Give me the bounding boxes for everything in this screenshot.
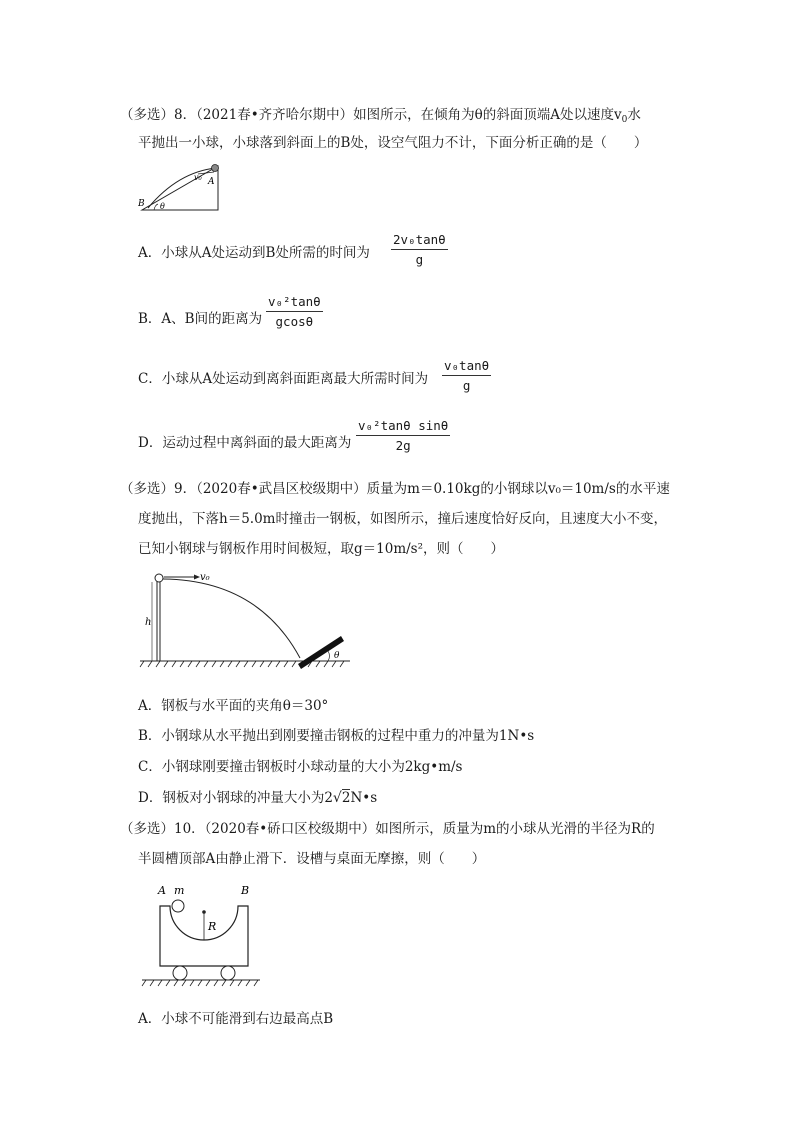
- q8-option-b[interactable]: B．A、B间的距离为: [138, 311, 263, 327]
- q8-label-B: B: [138, 199, 145, 209]
- q8-option-c[interactable]: C．小球从A处运动到离斜面距离最大所需时间为: [138, 371, 429, 387]
- q10-label-m: m: [174, 884, 185, 897]
- q9-stem-line1: （多选）9．（2020春•武昌区校级期中）质量为m＝0.10kg的小钢球以v₀＝10m/s的水平速: [120, 481, 670, 497]
- q8-option-d-fraction: $\frac{\text{v₀²tanθ sinθ}}{2g}$: [358, 418, 449, 453]
- q9-stem-line3: 已知小钢球与钢板作用时间极短，取g＝10m/s²，则（ ）: [138, 541, 505, 557]
- q8-stem-line2: 平抛出一小球，小球落到斜面上的B处，设空气阻力不计，下面分析正确的是（ ）: [138, 135, 648, 151]
- q9-label-theta: θ: [334, 651, 340, 661]
- q8-label-v0: v₀: [194, 173, 202, 182]
- q9-option-a[interactable]: A．钢板与水平面的夹角θ＝30°: [138, 698, 329, 714]
- q9-option-d[interactable]: D．钢板对小钢球的冲量大小为2√2N•s: [138, 790, 378, 806]
- q8-option-a[interactable]: A．小球从A处运动到B处所需的时间为: [138, 245, 370, 261]
- q9-label-h: h: [145, 617, 152, 628]
- q9-label-v0: v₀: [200, 572, 210, 583]
- q10-stem-line1: （多选）10．（2020春•硚口区校级期中）如图所示，质量为m的小球从光滑的半径为R的: [120, 821, 655, 837]
- q9-option-b[interactable]: B．小钢球从水平抛出到刚要撞击钢板的过程中重力的冲量为1N•s: [138, 728, 535, 744]
- q10-semicircle-trough-figure: [138, 880, 263, 990]
- q8-incline-figure: [138, 162, 223, 214]
- q8-option-c-fraction: $\frac{\text{v₀tanθ}}{g}$: [444, 358, 490, 393]
- q9-stem-line2: 度抛出，下落h＝5.0m时撞击一钢板，如图所示，撞后速度恰好反向，且速度大小不变，: [138, 511, 667, 527]
- q8-label-theta: θ: [160, 202, 165, 211]
- q10-stem-line2: 半圆槽顶部A由静止滑下．设槽与桌面无摩擦，则（ ）: [138, 851, 486, 867]
- q9-option-c[interactable]: C．小钢球刚要撞击钢板时小球动量的大小为2kg•m/s: [138, 759, 463, 775]
- q8-option-d[interactable]: D．运动过程中离斜面的最大距离为: [138, 435, 352, 451]
- q8-option-a-fraction: $\frac{\text{2v₀tanθ}}{g}$: [393, 232, 446, 267]
- q10-label-B: B: [241, 884, 250, 897]
- q8-option-b-fraction: $\frac{\text{v₀²tanθ}}{gcos\theta}$: [268, 294, 321, 329]
- q8-label-A: A: [208, 177, 215, 187]
- q10-label-R: R: [208, 920, 217, 933]
- q9-option-d-radicand: 2: [341, 790, 351, 806]
- q10-label-A: A: [158, 884, 166, 897]
- q10-option-a[interactable]: A．小球不可能滑到右边最高点B: [138, 1011, 334, 1027]
- q8-stem-line1: （多选）8．（2021春•齐齐哈尔期中）如图所示，在倾角为θ的斜面顶端A处以速度$v_0$水: [120, 107, 641, 125]
- q9-projectile-figure: [138, 568, 363, 670]
